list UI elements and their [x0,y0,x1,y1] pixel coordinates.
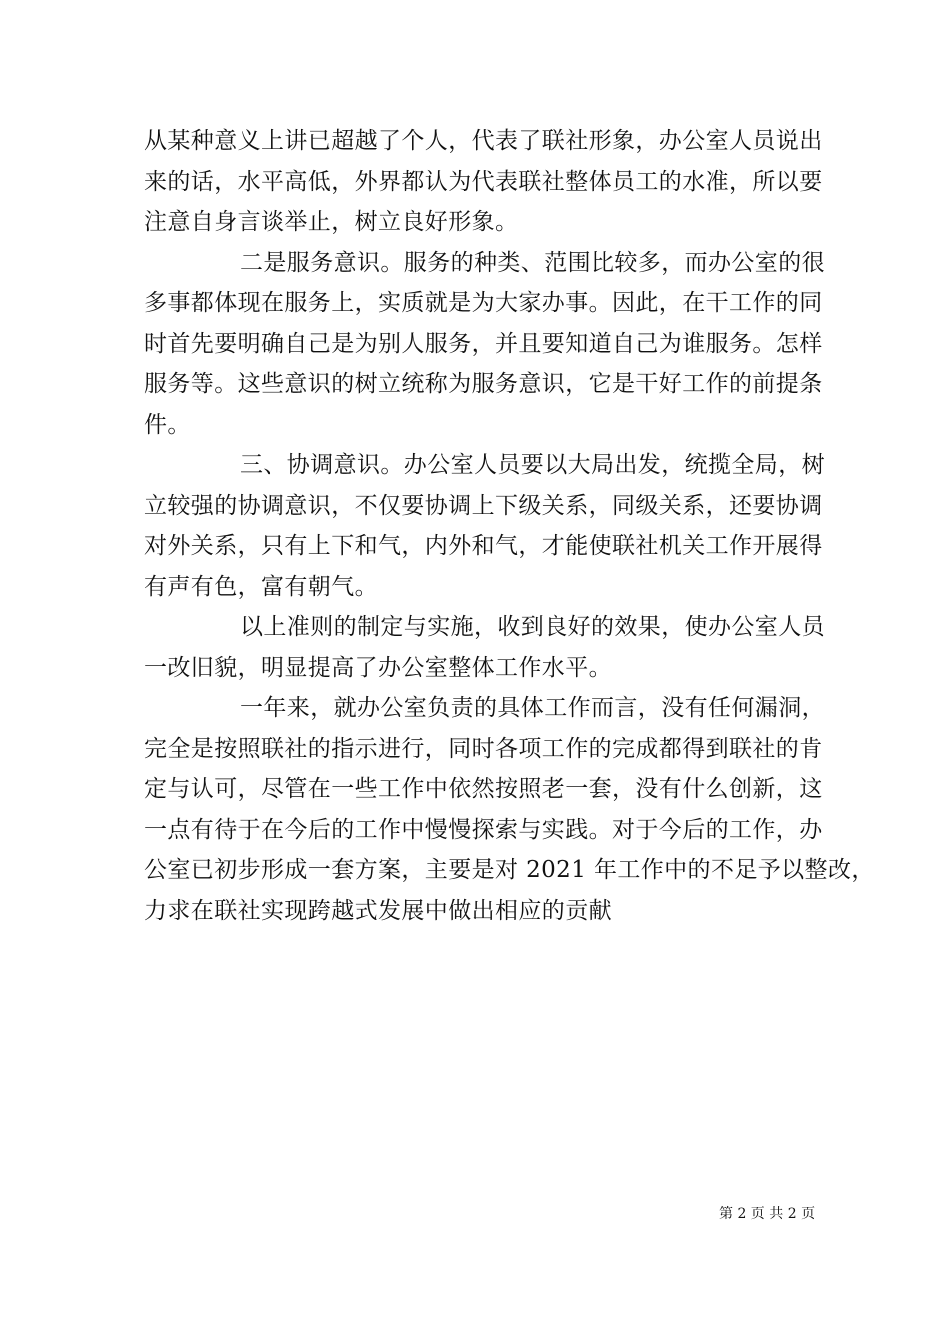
text-line: 一点有待于在今后的工作中慢慢探索与实践。对于今后的工作，办 [144,816,823,843]
paragraph-start-line: 二是服务意识。服务的种类、范围比较多，而办公室的很 [240,249,825,276]
text-line: 多事都体现在服务上，实质就是为大家办事。因此，在干工作的同 [144,290,823,316]
text-line: 注意自身言谈举止，树立良好形象。 [144,209,519,235]
text-line: 完全是按照联社的指示进行，同时各项工作的完成都得到联社的肯 [144,735,823,762]
text-line: 力求在联社实现跨越式发展中做出相应的贡献 [144,897,612,924]
text-line: 件。 [144,411,191,438]
text-line: 时首先要明确自己是为别人服务，并且要知道自己为谁服务。怎样 [144,330,823,357]
document-body [144,121,875,931]
paragraph-start-line: 以上准则的制定与实施，收到良好的效果，使办公室人员 [240,614,825,640]
text-line: 对外关系，只有上下和气，内外和气，才能使联社机关工作开展得 [144,533,823,559]
paragraph-start-line: 一年来，就办公室负责的具体工作而言，没有任何漏洞， [240,695,825,721]
text-line: 服务等。这些意识的树立统称为服务意识，它是干好工作的前提条 [144,371,823,397]
text-line: 有声有色，富有朝气。 [144,573,378,600]
text-line: 定与认可，尽管在一些工作中依然按照老一套，没有什么创新，这 [144,776,823,802]
paragraph-start-line: 三、协调意识。办公室人员要以大局出发，统揽全局，树 [240,452,825,478]
text-line: 来的话，水平高低，外界都认为代表联社整体员工的水准，所以要 [144,168,823,195]
text-line: 立较强的协调意识，不仅要协调上下级关系，同级关系，还要协调 [144,492,823,519]
text-line: 从某种意义上讲已超越了个人，代表了联社形象，办公室人员说出 [144,128,823,154]
text-line: 公室已初步形成一套方案，主要是对 2021 年工作中的不足予以整改， [144,857,875,883]
page-number-footer: 第 2 页 共 2 页 [719,1206,816,1222]
text-line: 一改旧貌，明显提高了办公室整体工作水平。 [144,654,612,681]
